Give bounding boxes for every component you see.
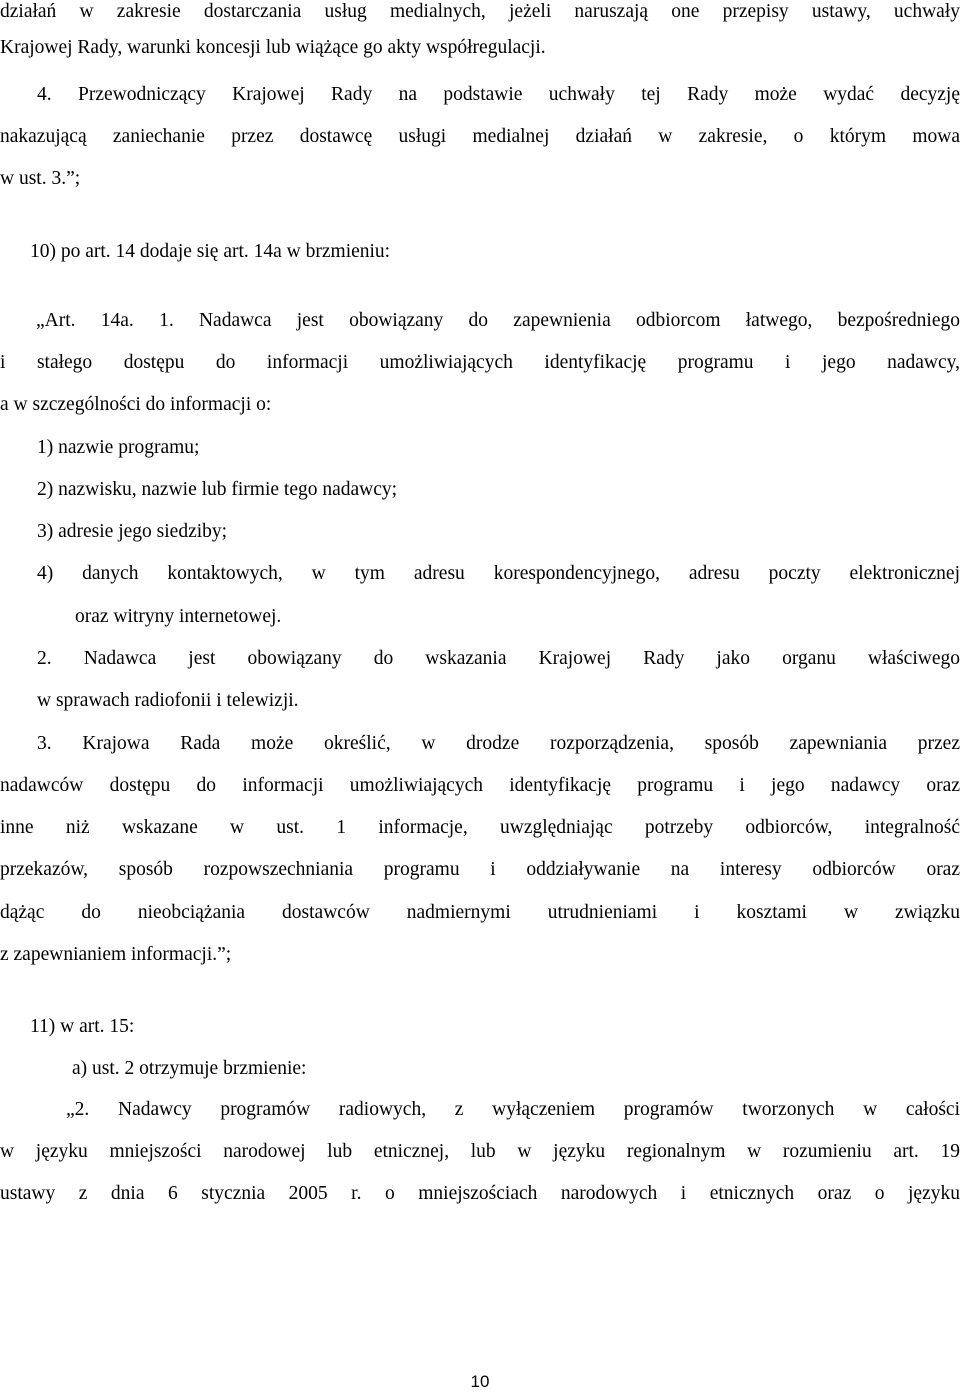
text-line: a w szczególności do informacji o: (0, 394, 272, 415)
text-line: oraz witryny internetowej. (75, 606, 282, 627)
text-line: a) ust. 2 otrzymuje brzmienie: (72, 1058, 307, 1079)
text-line: „Art. 14a. 1. Nadawca jest obowiązany do zapewnienia odbiorcom łatwego, bezpośredniego (36, 310, 960, 331)
list-item: 3) adresie jego siedziby; (37, 521, 228, 542)
text-line: w ust. 3.”; (0, 168, 81, 189)
text-line: z zapewnianiem informacji.”; (0, 944, 232, 965)
text-line: i stałego dostępu do informacji umożliwiających identyfikację programu i jego nadawcy, (0, 352, 960, 373)
text-line: 3. Krajowa Rada może określić, w drodze rozporządzenia, sposób zapewniania przez (37, 733, 960, 754)
text-line: 4. Przewodniczący Krajowej Rady na podstawie uchwały tej Rady może wydać decyzję (37, 84, 960, 105)
list-item: 2) nazwisku, nazwie lub firmie tego nadawcy; (37, 479, 398, 500)
text-line: inne niż wskazane w ust. 1 informacje, uwzględniając potrzeby odbiorców, integralność (0, 817, 960, 838)
list-item: 1) nazwie programu; (37, 437, 200, 458)
text-line: Krajowej Rady, warunki koncesji lub wiążące go akty współregulacji. (0, 37, 546, 58)
text-line: nakazującą zaniechanie przez dostawcę usługi medialnej działań w zakresie, o którym mowa (0, 126, 960, 147)
text-line: w sprawach radiofonii i telewizji. (37, 690, 299, 711)
text-line: 11) w art. 15: (30, 1016, 135, 1037)
text-line: dążąc do nieobciążania dostawców nadmiernymi utrudnieniami i kosztami w związku (0, 902, 960, 923)
page-number: 10 (470, 1372, 490, 1391)
text-line: w języku mniejszości narodowej lub etnicznej, lub w języku regionalnym w rozumieniu art. 19 (0, 1141, 960, 1162)
text-line: 2. Nadawca jest obowiązany do wskazania Krajowej Rady jako organu właściwego (37, 648, 960, 669)
list-item: 4) danych kontaktowych, w tym adresu korespondencyjnego, adresu poczty elektronicznej (37, 563, 960, 584)
text-line: przekazów, sposób rozpowszechniania programu i oddziaływanie na interesy odbiorców oraz (0, 859, 960, 880)
text-line: ustawy z dnia 6 stycznia 2005 r. o mniejszościach narodowych i etnicznych oraz o języku (0, 1183, 960, 1204)
text-line: działań w zakresie dostarczania usług medialnych, jeżeli naruszają one przepisy ustawy, uchwały (0, 1, 960, 22)
text-line: nadawców dostępu do informacji umożliwiających identyfikację programu i jego nadawcy oraz (0, 775, 960, 796)
text-line: 10) po art. 14 dodaje się art. 14a w brzmieniu: (30, 241, 391, 262)
text-line: „2. Nadawcy programów radiowych, z wyłączeniem programów tworzonych w całości (66, 1099, 960, 1120)
